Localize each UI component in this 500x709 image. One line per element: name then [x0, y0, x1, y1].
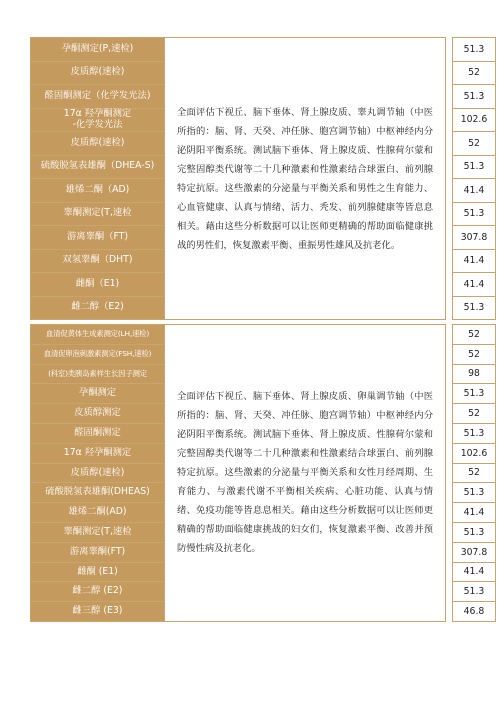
test-price: 52	[453, 344, 496, 364]
test-name: 雌三醇 (E3)	[31, 602, 165, 622]
test-price: 52	[453, 132, 496, 156]
test-name: 17α 羟孕酮测定	[31, 443, 165, 463]
test-price: 51.3	[453, 155, 496, 179]
test-price: 51.3	[453, 85, 496, 109]
test-price: 46.8	[453, 602, 496, 622]
test-price: 307.8	[453, 226, 496, 250]
test-name: 游离睾酮(FT)	[31, 542, 165, 562]
test-price: 51.3	[453, 582, 496, 602]
test-name: 硫酸脱氢表雄酮(DHEAS)	[31, 483, 165, 503]
test-price: 52	[453, 404, 496, 424]
test-price: 51.3	[453, 296, 496, 320]
test-name: 孕酮测定(P,速检)	[31, 38, 165, 62]
test-name: 雌酮 (E1)	[31, 562, 165, 582]
test-price: 98	[453, 364, 496, 384]
test-price: 51.3	[453, 202, 496, 226]
test-name: 雌二醇（E2)	[31, 296, 165, 320]
column-gap	[446, 325, 453, 622]
hormone-test-table	[30, 37, 496, 622]
table-row	[31, 38, 496, 62]
test-price: 51.3	[453, 423, 496, 443]
test-price: 41.4	[453, 179, 496, 203]
test-name: 醛固酮测定（化学发光法)	[31, 85, 165, 109]
test-name: 硫酸脱氢表雄酮（DHEA-S)	[31, 155, 165, 179]
test-name: 皮质醇(速检)	[31, 132, 165, 156]
test-price: 307.8	[453, 542, 496, 562]
test-name: 血清促卵泡刺激素测定(FSH,速检)	[31, 344, 165, 364]
test-name: 雄烯二酮(AD)	[31, 503, 165, 523]
section-description: 全面评估下视丘、脑下垂体、肾上腺皮质、睾丸调节轴（中医所指的：脑、肾、天癸、冲任脉、胞宫调节轴）中枢神经内分泌阴阳平衡系统。测试脑下垂体、肾上腺皮质、性腺荷尔蒙和完整固醇类代谢等二十几种激素和性激素结合球蛋白、前列腺特定抗原。这些激素的分泌量与平衡关系和男性之生育能力、心血管健康、认真与情绪、活力、秃发、前列腺健康等皆息息相关。藉由这些分析数据可以让医师更精确的帮助面临健康挑战的男性们，恢复激素平衡、重振男性雄风及抗老化。	[165, 38, 446, 320]
test-price: 51.3	[453, 483, 496, 503]
test-name: 游离睾酮（FT)	[31, 226, 165, 250]
table-row	[31, 325, 496, 345]
section-description: 全面评估下视丘、脑下垂体、肾上腺皮质、卵巢调节轴（中医所指的：脑、肾、天癸、冲任脉、胞宫调节轴）中枢神经内分泌阴阳平衡系统。测试脑下垂体、肾上腺皮质、性腺荷尔蒙和完整固醇类代谢等二十几种激素和性激素结合球蛋白、前列腺特定抗原。这些激素的分泌量与平衡关系和女性月经周期、生育能力、与激素代谢不平衡相关疾病、心脏功能、认真与情绪、免疫功能等皆息息相关。藉由这些分析数据可以让医师更精确的帮助面临健康挑战的妇女们，恢复激素平衡、改善并预防慢性病及抗老化。	[165, 325, 446, 622]
test-name: 雌二醇 (E2)	[31, 582, 165, 602]
test-price: 51.3	[453, 522, 496, 542]
price-sheet	[30, 37, 488, 622]
test-price: 41.4	[453, 249, 496, 273]
test-price: 41.4	[453, 562, 496, 582]
test-name: 醛固酮测定	[31, 423, 165, 443]
test-name: (科室)类胰岛素样生长因子测定	[31, 364, 165, 384]
test-price: 52	[453, 463, 496, 483]
test-name: 17α 羟孕酮测定 -化学发光法	[31, 108, 165, 132]
test-name: 雄烯二酮（AD)	[31, 179, 165, 203]
test-name: 雌酮（E1)	[31, 273, 165, 297]
test-name: 双氢睾酮（DHT)	[31, 249, 165, 273]
test-price: 52	[453, 325, 496, 345]
test-name: 孕酮测定	[31, 384, 165, 404]
test-price: 52	[453, 61, 496, 85]
test-name: 血清促黄体生成素测定(LH,速检)	[31, 325, 165, 345]
test-name: 皮质醇测定	[31, 404, 165, 424]
test-name: 皮质醇(速检)	[31, 463, 165, 483]
test-price: 102.6	[453, 443, 496, 463]
test-price: 51.3	[453, 38, 496, 62]
test-price: 102.6	[453, 108, 496, 132]
test-price: 41.4	[453, 273, 496, 297]
test-name: 睾酮测定(T,速检	[31, 522, 165, 542]
test-price: 51.3	[453, 384, 496, 404]
test-name: 睾酮测定(T,速检	[31, 202, 165, 226]
column-gap	[446, 38, 453, 320]
test-name: 皮质醇(速检)	[31, 61, 165, 85]
test-price: 41.4	[453, 503, 496, 523]
